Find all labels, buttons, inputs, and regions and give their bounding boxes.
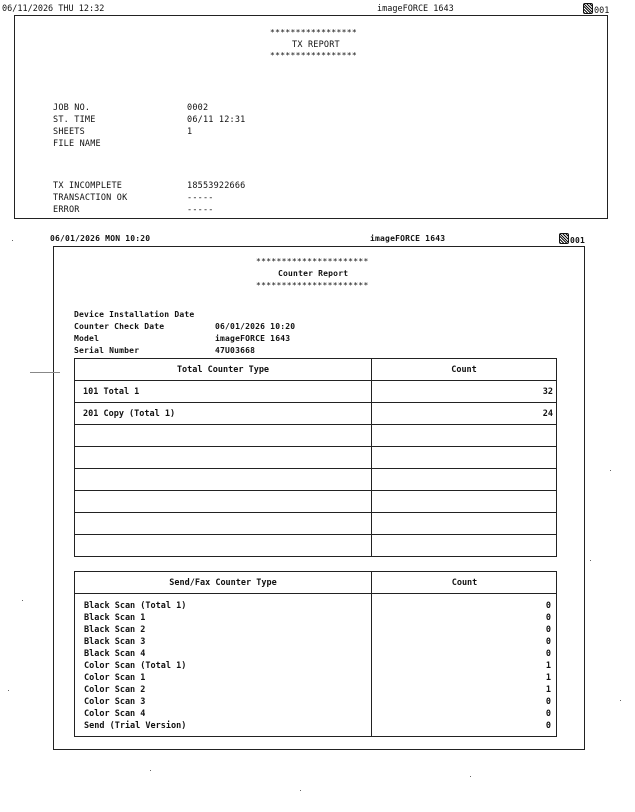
total-counter-type: 101 Total 1 xyxy=(75,381,372,403)
empty-table-row xyxy=(75,469,557,491)
file-name-label: FILE NAME xyxy=(53,139,101,149)
sendfax-header-divider xyxy=(75,593,556,594)
list-item: 0 xyxy=(545,709,551,719)
empty-table-row xyxy=(75,513,557,535)
list-item: 0 xyxy=(545,637,551,647)
list-item: 0 xyxy=(545,721,551,731)
list-item: 0 xyxy=(545,601,551,611)
transaction-ok-value: ----- xyxy=(187,193,214,203)
total-counter-count: 24 xyxy=(372,403,557,425)
total-counter-header-row xyxy=(75,359,557,381)
list-item: Black Scan 1 xyxy=(84,613,146,623)
job-no-value: 0002 xyxy=(187,103,209,113)
list-item: Black Scan 3 xyxy=(84,637,146,647)
tx-incomplete-label: TX INCOMPLETE xyxy=(53,181,123,191)
counter-header-page: 001 xyxy=(559,233,585,245)
job-no-label: JOB NO. xyxy=(53,103,91,113)
list-item: 1 xyxy=(545,685,551,695)
counter-stars-top: ********************** xyxy=(256,257,369,266)
tx-report-title: TX REPORT xyxy=(292,40,340,50)
list-item: 0 xyxy=(545,697,551,707)
counter-stars-bottom: ********************** xyxy=(256,281,369,290)
total-counter-count: 32 xyxy=(372,381,557,403)
error-value: ----- xyxy=(187,205,214,215)
list-item: Color Scan 4 xyxy=(84,709,146,719)
list-item: 1 xyxy=(545,661,551,671)
tx-stars-bottom: ***************** xyxy=(270,51,357,60)
total-counter-type-header: Total Counter Type xyxy=(75,359,372,381)
page-number-icon xyxy=(583,3,593,14)
page-number-icon xyxy=(559,233,569,244)
counter-header-device: imageFORCE 1643 xyxy=(370,234,446,243)
list-item: Color Scan 1 xyxy=(84,673,146,683)
sendfax-type-list xyxy=(84,601,374,733)
list-item: 1 xyxy=(545,673,551,683)
check-date-label: Counter Check Date xyxy=(74,322,165,331)
empty-table-row xyxy=(75,535,557,557)
transaction-ok-label: TRANSACTION OK xyxy=(53,193,128,203)
total-counter-table xyxy=(74,358,557,557)
sendfax-type-header: Send/Fax Counter Type xyxy=(169,578,277,588)
list-item: 0 xyxy=(545,625,551,635)
sheets-value: 1 xyxy=(187,127,193,137)
list-item: Color Scan (Total 1) xyxy=(84,661,187,671)
check-date-value: 06/01/2026 10:20 xyxy=(215,322,296,331)
model-label: Model xyxy=(74,334,100,343)
st-time-label: ST. TIME xyxy=(53,115,96,125)
counter-report-title: Counter Report xyxy=(278,269,349,278)
list-item: Color Scan 2 xyxy=(84,685,146,695)
sendfax-count-list xyxy=(375,601,551,733)
table-row xyxy=(75,381,557,403)
serial-label: Serial Number xyxy=(74,346,140,355)
install-date-label: Device Installation Date xyxy=(74,310,195,319)
error-label: ERROR xyxy=(53,205,80,215)
list-item: Black Scan 2 xyxy=(84,625,146,635)
empty-table-row xyxy=(75,425,557,447)
sheets-label: SHEETS xyxy=(53,127,85,137)
empty-table-row xyxy=(75,447,557,469)
total-counter-type: 201 Copy (Total 1) xyxy=(75,403,372,425)
list-item: Color Scan 3 xyxy=(84,697,146,707)
tx-header-page: 001 xyxy=(583,3,609,16)
list-item: Black Scan 4 xyxy=(84,649,146,659)
st-time-value: 06/11 12:31 xyxy=(187,115,246,125)
list-item: Send (Trial Version) xyxy=(84,721,187,731)
empty-table-row xyxy=(75,491,557,513)
model-value: imageFORCE 1643 xyxy=(215,334,291,343)
tx-stars-top: ***************** xyxy=(270,28,357,37)
table-row xyxy=(75,403,557,425)
serial-value: 47U03668 xyxy=(215,346,256,355)
list-item: 0 xyxy=(545,613,551,623)
tx-incomplete-value: 18553922666 xyxy=(187,181,246,191)
total-counter-count-header: Count xyxy=(372,359,557,381)
sendfax-counter-table xyxy=(74,571,557,737)
list-item: 0 xyxy=(545,649,551,659)
counter-header-datetime: 06/01/2026 MON 10:20 xyxy=(50,234,151,243)
tx-header-datetime: 06/11/2026 THU 12:32 xyxy=(2,4,105,14)
tx-header-device: imageFORCE 1643 xyxy=(377,4,454,14)
list-item: Black Scan (Total 1) xyxy=(84,601,187,611)
sendfax-count-header: Count xyxy=(451,578,478,588)
